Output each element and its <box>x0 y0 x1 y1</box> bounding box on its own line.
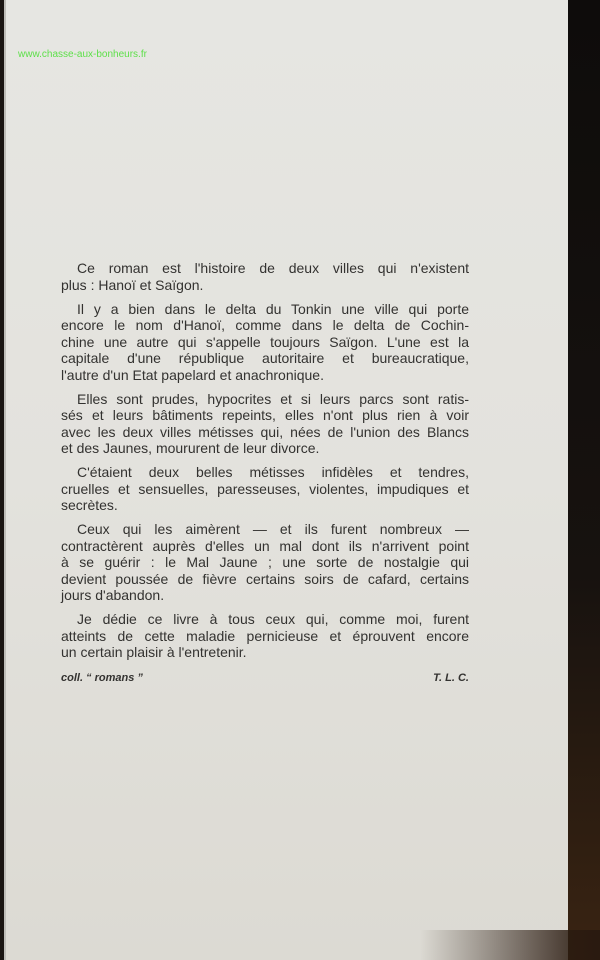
text-line: chine une autre qui s'appelle toujours Saïgon. L'une est la <box>61 333 469 350</box>
collection-label: coll. “ romans ” <box>61 672 143 684</box>
paragraph <box>61 391 469 457</box>
paragraph <box>61 521 469 604</box>
cover-footer <box>61 672 469 685</box>
text-line: l'autre d'un Etat papelard et anachronique. <box>61 366 324 383</box>
paragraph <box>61 611 469 661</box>
text-line: secrètes. <box>61 497 118 513</box>
text-line: Elles sont prudes, hypocrites et si leurs parcs sont ratis- <box>77 390 469 407</box>
text-line: C'étaient deux belles métisses infidèles et tendres, <box>77 464 469 480</box>
text-line: plus : Hanoï et Saïgon. <box>61 276 204 293</box>
text-line: Il y a bien dans le delta du Tonkin une ville qui porte <box>77 300 469 317</box>
text-line: et des Jaunes, moururent de leur divorce. <box>61 440 320 456</box>
text-line: Ceux qui les aimèrent — et ils furent nombreux — <box>77 521 469 537</box>
text-line: contractèrent auprès d'elles un mal dont ils n'arrivent point <box>61 537 469 554</box>
text-line: capitale d'une république autoritaire et bureaucratique, <box>61 350 469 366</box>
dark-background-edge <box>568 0 600 960</box>
text-line: cruelles et sensuelles, paresseuses, violentes, impudiques et <box>61 480 469 497</box>
text-line: Je dédie ce livre à tous ceux qui, comme moi, furent <box>77 611 469 627</box>
text-line: sés et leurs bâtiments repeints, elles n'ont plus rien à voir <box>61 407 469 423</box>
paragraph <box>61 260 469 293</box>
paragraph <box>61 301 469 384</box>
text-line: devient poussée de fièvre certains soirs de cafard, certains <box>61 570 469 587</box>
text-line: encore le nom d'Hanoï, comme dans le delta de Cochin- <box>61 317 469 333</box>
text-line: jours d'abandon. <box>61 587 165 603</box>
text-line: Ce roman est l'histoire de deux villes qui n'existent <box>77 260 469 276</box>
blurb-text <box>61 260 469 661</box>
paragraph <box>61 464 469 514</box>
watermark-link[interactable]: www.chasse-aux-bonheurs.fr <box>18 49 147 60</box>
text-line: un certain plaisir à l'entretenir. <box>61 644 247 660</box>
background-shadow <box>420 930 600 960</box>
text-line: à se guérir : le Mal Jaune ; une sorte de nostalgie qui <box>61 554 469 570</box>
author-initials: T. L. C. <box>433 672 469 684</box>
text-line: atteints de cette maladie pernicieuse et éprouvent encore <box>61 627 469 644</box>
text-line: avec les deux villes métisses qui, nées de l'union des Blancs <box>61 423 469 440</box>
